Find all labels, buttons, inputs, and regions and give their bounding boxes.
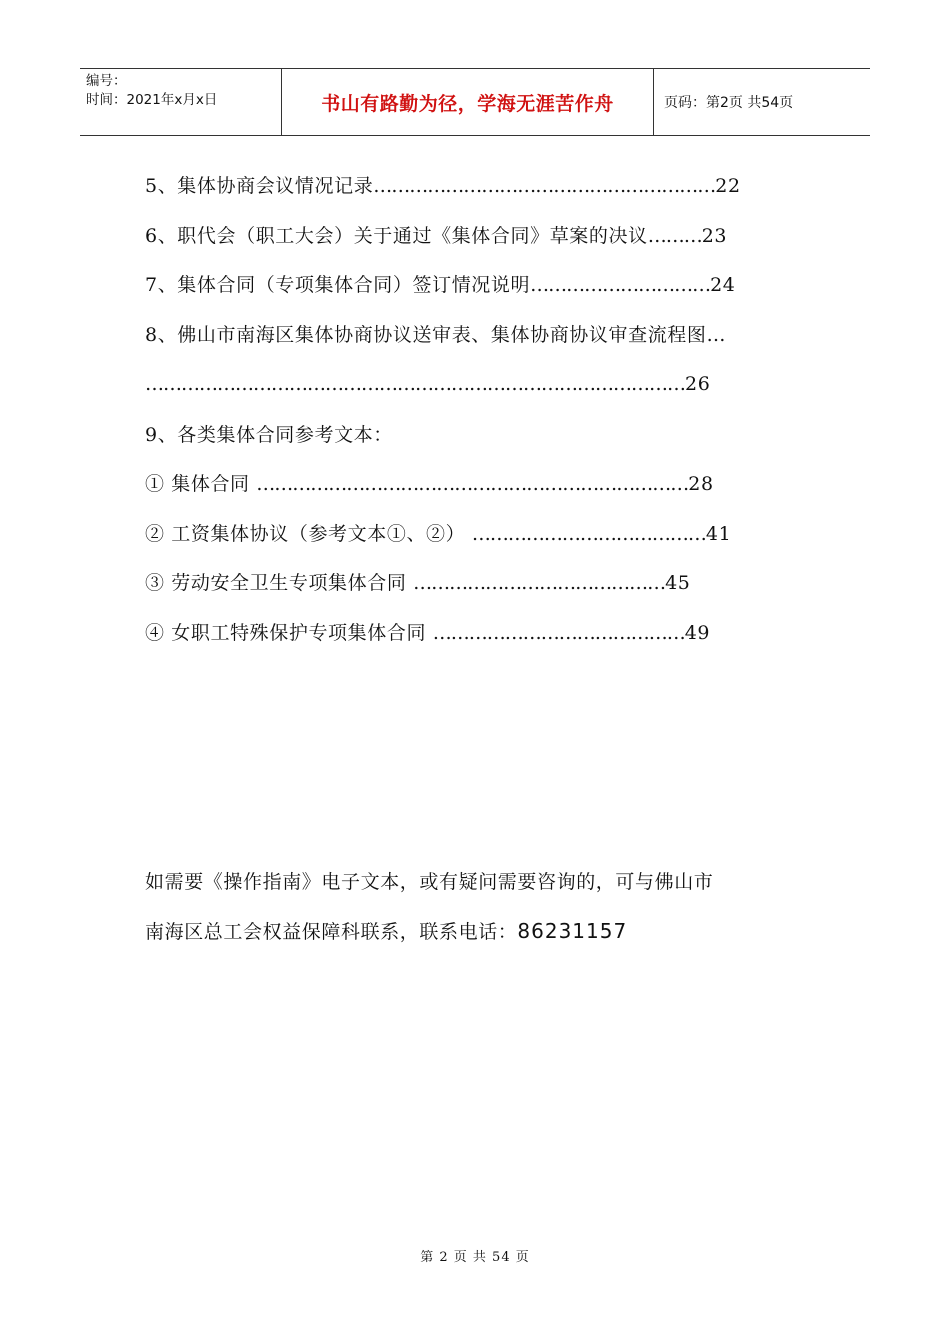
toc-entry <box>145 273 735 297</box>
toc-entry-text: 8、佛山市南海区集体协商协议送审表、集体协商协议审查流程图 <box>145 324 707 346</box>
toc-entry-text: 9、各类集体合同参考文本： <box>145 424 393 446</box>
toc-entry <box>145 571 690 595</box>
toc-section-heading <box>145 423 393 447</box>
toc-leader: ……………………………………………………………… <box>256 473 689 495</box>
toc-entry-text: ④ 女职工特殊保护专项集体合同 <box>145 622 433 644</box>
header-motto: 书山有路勤为径，学海无涯苦作舟 <box>281 69 654 135</box>
toc-entry <box>145 472 714 496</box>
toc-page-number: 22 <box>715 175 741 197</box>
doc-time-label: 时间：2021年x月x日 <box>86 92 218 108</box>
header-meta <box>80 69 281 135</box>
toc-entry <box>145 323 725 347</box>
toc-leader: ……… <box>647 225 702 247</box>
page-header <box>80 68 870 136</box>
contact-paragraph-line1: 如需要《操作指南》电子文本，或有疑问需要咨询的，可与佛山市 <box>145 871 714 893</box>
toc-entry-text: ③ 劳动安全卫生专项集体合同 <box>145 572 414 594</box>
toc-entry <box>145 522 731 546</box>
toc-page-number: 41 <box>705 523 732 545</box>
toc-page-number: 28 <box>688 473 714 495</box>
header-page-code: 页码：第2页 共54页 <box>664 95 794 111</box>
toc-entry-continuation <box>145 372 710 396</box>
toc-page-number: 23 <box>701 225 728 247</box>
toc-entry-text: 6、职代会（职工大会）关于通过《集体合同》草案的决议 <box>145 225 648 247</box>
toc-leader: …………………………………… <box>432 622 685 644</box>
toc-entry-text: 5、集体协商会议情况记录 <box>145 175 374 197</box>
toc-entry-text: 7、集体合同（专项集体合同）签订情况说明 <box>145 274 531 296</box>
contact-phone: 86231157 <box>517 919 628 943</box>
toc-leader: ……………………………………………………………………………… <box>145 373 685 395</box>
toc-entry <box>145 174 741 198</box>
toc-leader: …………………………………… <box>413 572 666 594</box>
toc-entry <box>145 621 710 645</box>
toc-entry-text: ② 工资集体协议（参考文本①、②） <box>145 523 472 545</box>
toc-page-number: 26 <box>685 373 711 395</box>
toc-leader: ………………………………………………… <box>373 175 716 197</box>
toc-leader: ………………………………… <box>471 523 706 545</box>
toc-entry-text: ① 集体合同 <box>145 473 257 495</box>
doc-number-label: 编号： <box>86 73 127 89</box>
contact-paragraph-line2 <box>145 919 627 944</box>
toc-leader: ………………………… <box>530 274 711 296</box>
toc-entry <box>145 224 727 248</box>
toc-page-number: 49 <box>684 622 711 644</box>
toc-page-number: 24 <box>710 274 736 296</box>
contact-text: 南海区总工会权益保障科联系，联系电话： <box>145 921 518 943</box>
page-footer: 第 2 页 共 54 页 <box>420 1250 530 1265</box>
toc-page-number: 45 <box>665 572 691 594</box>
toc-leader: … <box>706 324 725 346</box>
